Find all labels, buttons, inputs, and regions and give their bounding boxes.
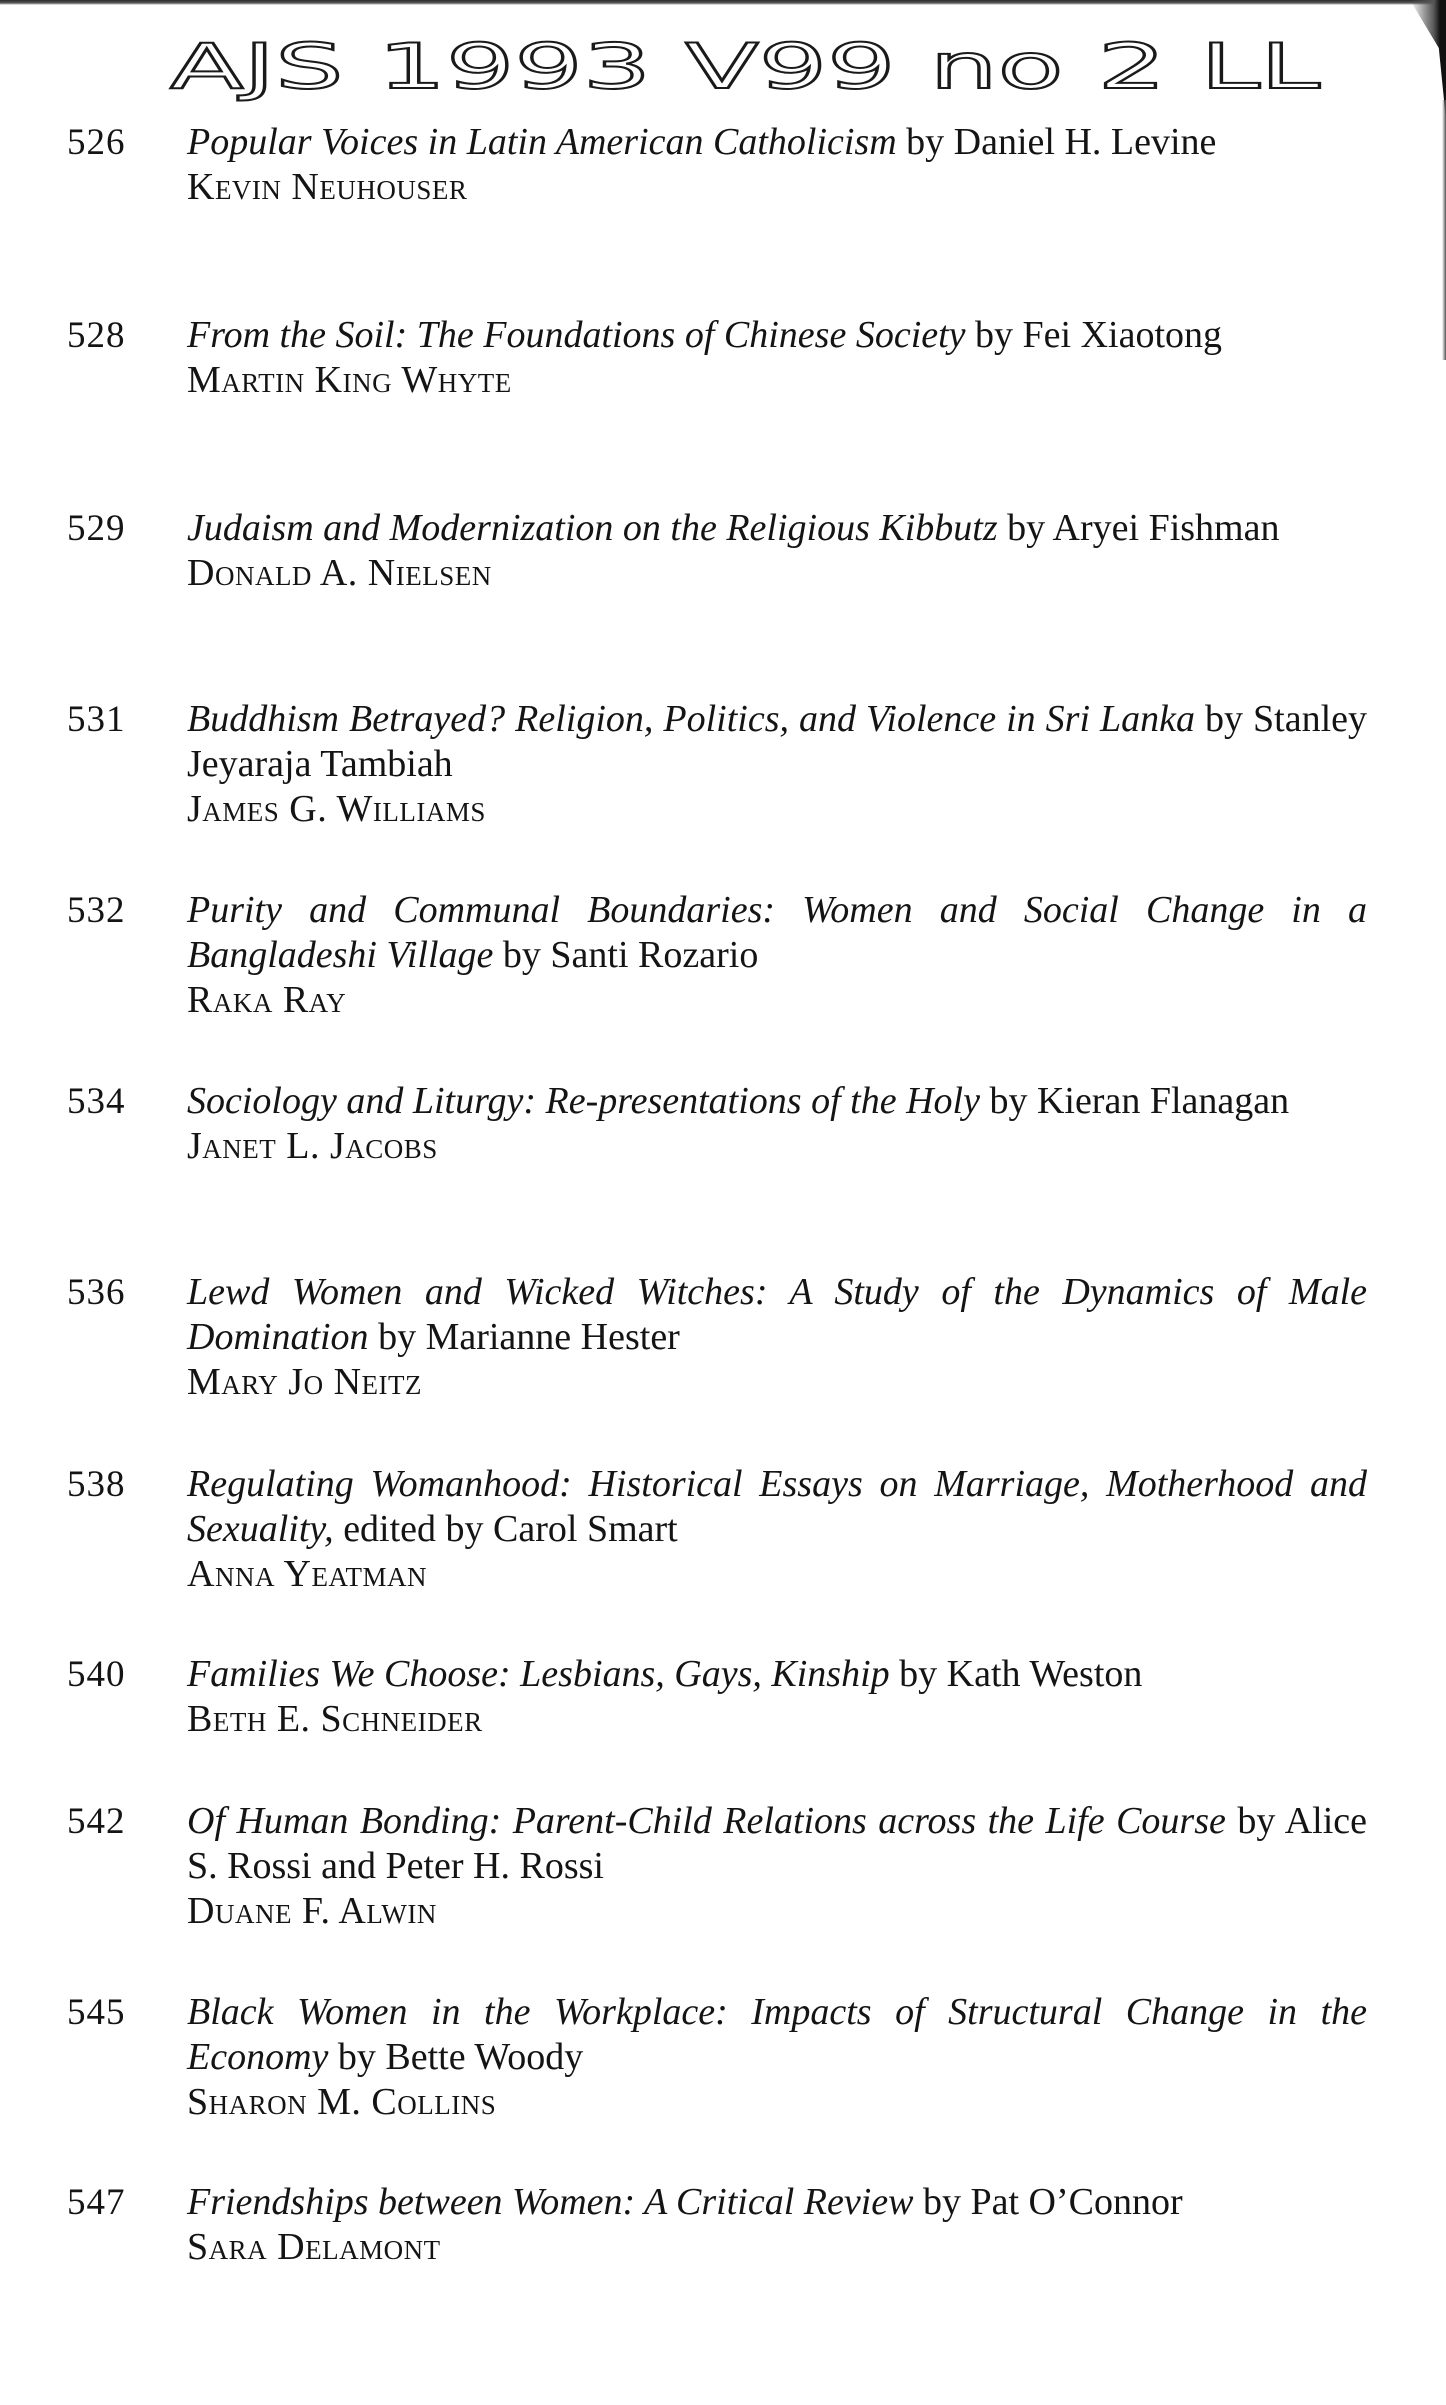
book-credit: edited by Carol Smart <box>333 1508 678 1550</box>
book-credit: by Pat O’Connor <box>913 2181 1183 2223</box>
reviewer-name: Raka Ray <box>187 979 347 1021</box>
citation <box>187 1990 1367 2080</box>
entry-body <box>187 313 1367 403</box>
page-number: 545 <box>67 1992 126 2033</box>
book-title: Black Women in the Workplace: Impacts of Structural Change in the Economy <box>187 1991 1367 2078</box>
reviewer-name: Sharon M. Collins <box>187 2081 497 2123</box>
entry-body <box>187 120 1367 210</box>
book-title: Lewd Women and Wicked Witches: A Study of the Dynamics of Male Domination <box>187 1271 1367 1358</box>
book-credit: by Daniel H. Levine <box>896 121 1217 163</box>
reviewer-name: Janet L. Jacobs <box>187 1125 438 1167</box>
citation <box>187 1079 1367 1124</box>
page-number: 526 <box>67 122 126 163</box>
book-credit: by Fei Xiaotong <box>965 314 1223 356</box>
entry-body <box>187 1462 1367 1597</box>
citation <box>187 888 1367 978</box>
scan-top-edge <box>0 0 1446 5</box>
reviewer-name: Sara Delamont <box>187 2226 441 2268</box>
book-title: From the Soil: The Foundations of Chinese Society <box>187 314 966 356</box>
page-number: 531 <box>67 699 126 740</box>
reviewer-name: Mary Jo Neitz <box>187 1361 423 1403</box>
page-number: 528 <box>67 315 126 356</box>
entry-body <box>187 2180 1367 2270</box>
citation <box>187 120 1367 165</box>
reviewer-name: Beth E. Schneider <box>187 1698 483 1740</box>
citation <box>187 313 1367 358</box>
scan-right-edge <box>1442 100 1446 360</box>
page-number: 536 <box>67 1272 126 1313</box>
book-credit: by Kath Weston <box>889 1653 1143 1695</box>
book-title: Popular Voices in Latin American Catholicism <box>187 121 897 163</box>
book-credit: by Kieran Flanagan <box>979 1080 1290 1122</box>
page-number: 547 <box>67 2182 126 2223</box>
reviewer-name: Martin King Whyte <box>187 359 512 401</box>
page-number: 540 <box>67 1654 126 1695</box>
book-credit: by Bette Woody <box>328 2036 584 2078</box>
entry-body <box>187 1799 1367 1934</box>
entry-body <box>187 1652 1367 1742</box>
book-title: Judaism and Modernization on the Religious Kibbutz <box>187 507 998 549</box>
citation <box>187 1799 1367 1889</box>
book-title: Friendships between Women: A Critical Review <box>187 2181 914 2223</box>
citation <box>187 506 1367 551</box>
book-credit: by Aryei Fishman <box>997 507 1280 549</box>
book-credit: by Santi Rozario <box>493 934 759 976</box>
page-number: 529 <box>67 508 126 549</box>
citation <box>187 1462 1367 1552</box>
book-title: Sociology and Liturgy: Re-presentations of the Holy <box>187 1080 980 1122</box>
book-title: Families We Choose: Lesbians, Gays, Kinship <box>187 1653 890 1695</box>
reviewer-name: Kevin Neuhouser <box>187 166 468 208</box>
reviewer-name: Donald A. Nielsen <box>187 552 492 594</box>
reviewer-name: James G. Williams <box>187 788 486 830</box>
page-number: 532 <box>67 890 126 931</box>
entry-body <box>187 1270 1367 1405</box>
handwritten-annotation-text: AJS 1993 V99 no 2 LL <box>170 30 1321 103</box>
citation <box>187 1270 1367 1360</box>
citation <box>187 1652 1367 1697</box>
scan-corner-shadow <box>1410 0 1446 120</box>
page-number: 542 <box>67 1801 126 1842</box>
citation <box>187 697 1367 787</box>
book-credit: by Marianne Hester <box>368 1316 680 1358</box>
entry-body <box>187 1990 1367 2125</box>
page-number: 534 <box>67 1081 126 1122</box>
handwritten-annotation <box>160 26 1360 106</box>
reviewer-name: Anna Yeatman <box>187 1553 427 1595</box>
entry-body <box>187 1079 1367 1169</box>
reviewer-name: Duane F. Alwin <box>187 1890 437 1932</box>
citation <box>187 2180 1367 2225</box>
page-number: 538 <box>67 1464 126 1505</box>
entry-body <box>187 888 1367 1023</box>
entry-body <box>187 506 1367 596</box>
book-title: Of Human Bonding: Parent-Child Relations across the Life Course <box>187 1800 1226 1842</box>
book-title: Purity and Communal Boundaries: Women and Social Change in a Bangladeshi Village <box>187 889 1367 976</box>
book-credit: by Stanley Jeyaraja Tambiah <box>187 698 1367 785</box>
book-title: Buddhism Betrayed? Religion, Politics, and Violence in Sri Lanka <box>187 698 1196 740</box>
entry-body <box>187 697 1367 832</box>
book-title: Regulating Womanhood: Historical Essays on Marriage, Motherhood and Sexuality, <box>187 1463 1367 1550</box>
book-credit: by Alice S. Rossi and Peter H. Rossi <box>187 1800 1368 1887</box>
